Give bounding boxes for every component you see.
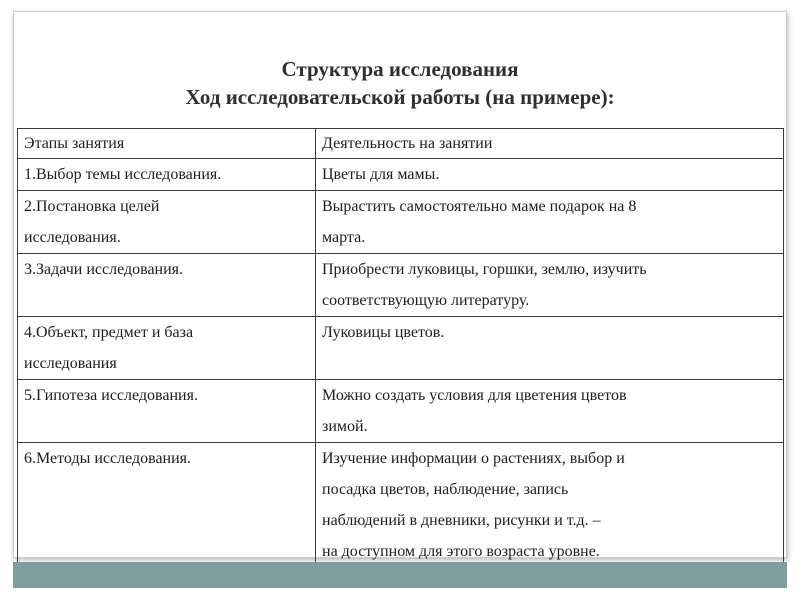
slide-title bbox=[0, 55, 800, 111]
activity-text: Изучение информации о растениях, выбор и посадка цветов, наблюдение, запись наблюдений в дневники, рисунки и т.д. – на доступном для этого возраста уровне. bbox=[322, 450, 625, 560]
activity-cell bbox=[316, 159, 784, 191]
stage-cell bbox=[18, 254, 316, 317]
stage-text: 2.Постановка целей исследования. bbox=[24, 198, 160, 246]
table-header-row bbox=[18, 129, 784, 159]
activity-cell bbox=[316, 380, 784, 443]
activity-text: Цветы для мамы. bbox=[322, 166, 440, 183]
stage-text: 4.Объект, предмет и база исследования bbox=[24, 324, 194, 372]
table-row bbox=[18, 191, 784, 254]
title-line-2: Ход исследовательской работы (на примере): bbox=[185, 85, 615, 109]
activity-text: Приобрести луковицы, горшки, землю, изучить соответствующую литературу. bbox=[322, 261, 647, 309]
activity-cell bbox=[316, 317, 784, 380]
activity-text: Луковицы цветов. bbox=[322, 324, 445, 341]
stage-text: 3.Задачи исследования. bbox=[24, 261, 184, 278]
stage-text: 1.Выбор темы исследования. bbox=[24, 166, 222, 183]
activity-cell bbox=[316, 443, 784, 568]
stage-cell bbox=[18, 159, 316, 191]
stage-cell bbox=[18, 191, 316, 254]
stage-text: 5.Гипотеза исследования. bbox=[24, 387, 198, 404]
header-activity: Деятельность на занятии bbox=[316, 129, 784, 159]
table-row bbox=[18, 380, 784, 443]
research-table bbox=[17, 128, 784, 568]
table-row bbox=[18, 443, 784, 568]
activity-text: Можно создать условия для цветения цветов зимой. bbox=[322, 387, 627, 435]
activity-cell bbox=[316, 254, 784, 317]
title-line-1: Структура исследования bbox=[281, 57, 519, 81]
activity-cell bbox=[316, 191, 784, 254]
stage-cell bbox=[18, 317, 316, 380]
table-row bbox=[18, 317, 784, 380]
header-stages: Этапы занятия bbox=[18, 129, 316, 159]
stage-text: 6.Методы исследования. bbox=[24, 450, 192, 467]
bottom-accent-bar bbox=[13, 562, 787, 588]
table-row bbox=[18, 159, 784, 191]
table-row bbox=[18, 254, 784, 317]
activity-text: Вырастить самостоятельно маме подарок на 8 марта. bbox=[322, 198, 637, 246]
stage-cell bbox=[18, 380, 316, 443]
stage-cell bbox=[18, 443, 316, 568]
